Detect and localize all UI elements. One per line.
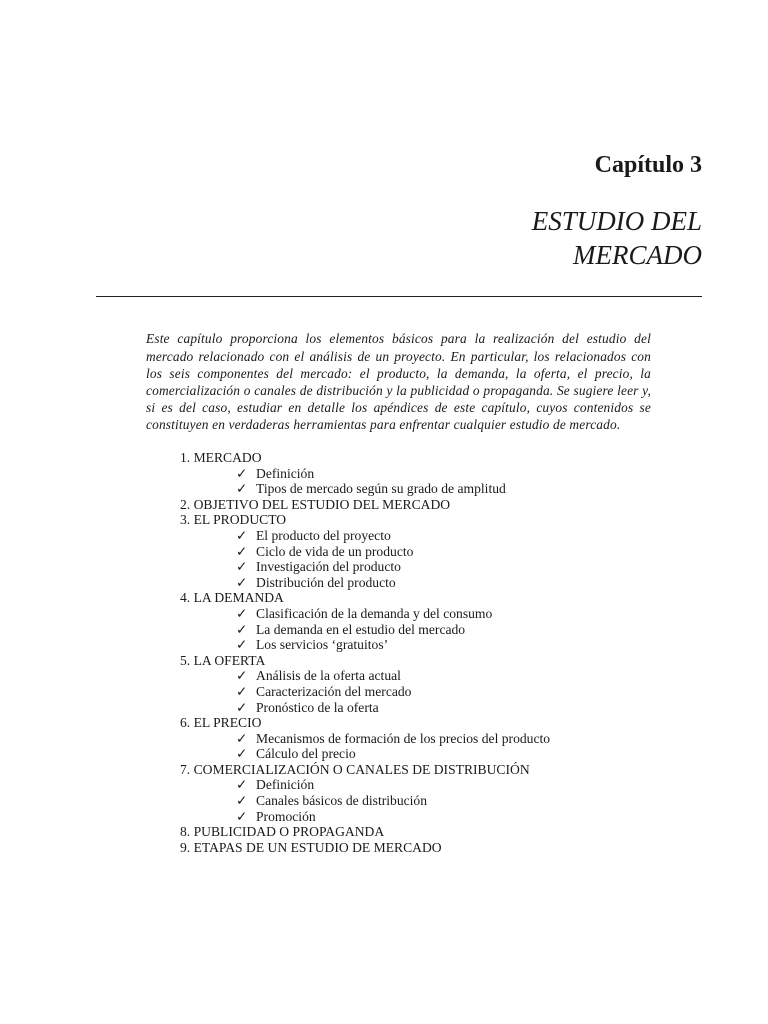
chapter-title-line-2: MERCADO (573, 240, 702, 270)
check-icon: ✓ (236, 683, 248, 699)
subsection-label: Mecanismos de formación de los precios del producto (256, 730, 551, 746)
check-icon: ✓ (236, 574, 248, 590)
subsection-label: Los servicios ‘gratuitos’ (256, 637, 389, 653)
check-icon: ✓ (236, 746, 248, 762)
subsection-label: Investigación del producto (256, 559, 401, 575)
chapter-title-line-1: ESTUDIO DEL (531, 206, 702, 236)
check-icon: ✓ (236, 559, 248, 575)
subsection-label: La demanda en el estudio del mercado (256, 621, 466, 637)
section-heading: 9. ETAPAS DE UN ESTUDIO DE MERCADO (180, 839, 442, 855)
check-icon: ✓ (236, 543, 248, 559)
horizontal-rule (96, 296, 702, 297)
subsection-label: Caracterización del mercado (256, 683, 412, 699)
subsection-label: Pronóstico de la oferta (256, 699, 379, 715)
subsection-item (180, 544, 550, 560)
subsection-item (180, 731, 550, 747)
check-icon: ✓ (236, 777, 248, 793)
subsection-label: Definición (256, 465, 315, 481)
subsection-item (180, 746, 550, 762)
check-icon: ✓ (236, 668, 248, 684)
subsection-item (180, 668, 550, 684)
section-heading: 2. OBJETIVO DEL ESTUDIO DEL MERCADO (180, 496, 451, 512)
subsection-label: Análisis de la oferta actual (256, 668, 401, 684)
subsection-item (180, 777, 550, 793)
section-heading: 1. MERCADO (180, 450, 262, 465)
subsection-label: Definición (256, 777, 315, 793)
check-icon: ✓ (236, 637, 248, 653)
section-heading: 5. LA OFERTA (180, 652, 266, 668)
subsection-item (180, 575, 550, 591)
section-heading: 8. PUBLICIDAD O PROPAGANDA (180, 824, 385, 840)
subsection-item (180, 793, 550, 809)
check-icon: ✓ (236, 793, 248, 809)
subsection-label: Clasificación de la demanda y del consumo (256, 605, 493, 621)
section-heading: 3. EL PRODUCTO (180, 512, 287, 528)
check-icon: ✓ (236, 699, 248, 715)
subsection-label: Ciclo de vida de un producto (256, 543, 414, 559)
subsection-item (180, 466, 550, 482)
check-icon: ✓ (236, 465, 248, 481)
check-icon: ✓ (236, 621, 248, 637)
subsection-item (180, 528, 550, 544)
check-icon: ✓ (236, 808, 248, 824)
chapter-contents (180, 450, 550, 855)
chapter-label: Capítulo 3 (594, 152, 702, 178)
check-icon: ✓ (236, 605, 248, 621)
subsection-label: Distribución del producto (256, 574, 396, 590)
subsection-item (180, 809, 550, 825)
subsection-item (180, 700, 550, 716)
subsection-item (180, 559, 550, 575)
subsection-label: Tipos de mercado según su grado de amplitud (256, 481, 506, 497)
subsection-item (180, 622, 550, 638)
subsection-label: Promoción (256, 808, 316, 824)
chapter-abstract: Este capítulo proporciona los elementos básicos para la realización del estudio del mercado relacionado con el análisis de un proyecto. En particular, los relacionados con los seis componentes del mercado: el producto, la demanda, la oferta, el precio, la comercialización o canales de distribución y la publicidad o propaganda. Se sugiere leer y, si es del caso, estudiar en detalle los apéndices de este capítulo, cuyos contenidos se constituyen en verdaderas herramientas para enfrentar cualquier estudio de mercado. (146, 331, 651, 433)
subsection-label: Cálculo del precio (256, 746, 356, 762)
subsection-label: El producto del proyecto (256, 527, 391, 543)
check-icon: ✓ (236, 527, 248, 543)
section-heading: 6. EL PRECIO (180, 715, 262, 731)
subsection-item (180, 684, 550, 700)
check-icon: ✓ (236, 481, 248, 497)
check-icon: ✓ (236, 730, 248, 746)
section-heading: 7. COMERCIALIZACIÓN O CANALES DE DISTRIBUCIÓN (180, 761, 530, 777)
subsection-label: Canales básicos de distribución (256, 793, 428, 809)
section-heading: 4. LA DEMANDA (180, 590, 284, 606)
subsection-item (180, 606, 550, 622)
subsection-item (180, 637, 550, 653)
chapter-title (532, 204, 702, 272)
subsection-item (180, 481, 550, 497)
